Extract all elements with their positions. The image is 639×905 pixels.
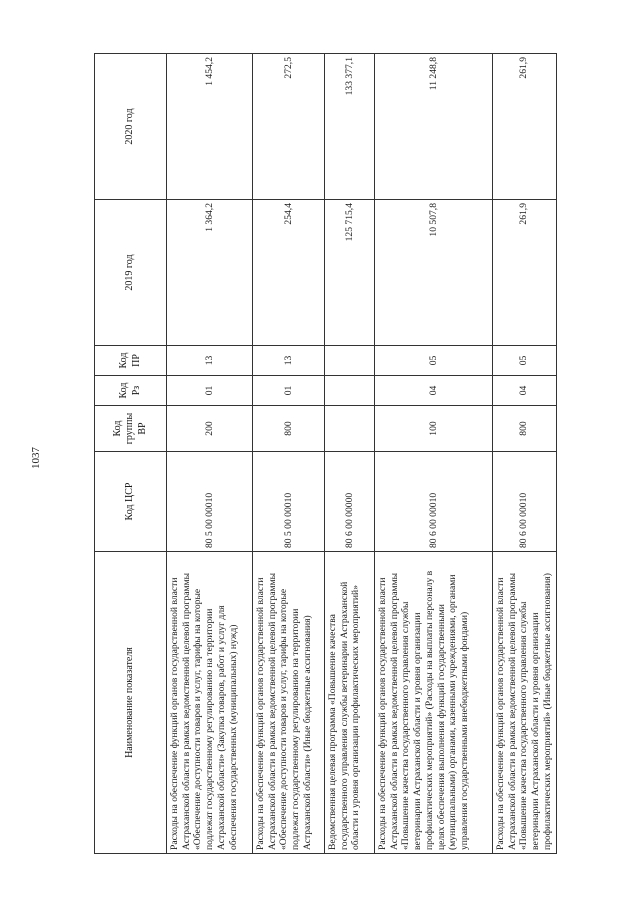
row-2020: 272,5 [253, 54, 325, 200]
row-2019: 10 507,8 [375, 200, 493, 346]
table-header [95, 54, 167, 854]
row-rz: 01 [167, 376, 253, 406]
row-rz: 04 [375, 376, 493, 406]
row-rz: 01 [253, 376, 325, 406]
row-pr: 13 [253, 346, 325, 376]
row-2019: 254,4 [253, 200, 325, 346]
row-csr: 80 6 00 00010 [493, 452, 557, 552]
row-vr: 100 [375, 406, 493, 452]
row-name: Расходы на обеспечение функций органов государственной власти Астраханской области в рамках ведомственной целевой программы «Повышение качества государственного управления службы ветеринарии Астраханской области и уровня организации профилактических мероприятий» (Расходы на выплаты персоналу в целях обеспечения выполнения функций государственными (муниципальными) органами, казенными учреждениями, органами управления государственными внебюджетными фондами) [375, 552, 493, 854]
table-row [253, 54, 325, 854]
row-vr: 800 [253, 406, 325, 452]
row-name: Расходы на обеспечение функций органов государственной власти Астраханской области в рамках ведомственной целевой программы «Повышение качества государственного управления службы ветеринарии Астраханской области и уровня организации профилактических мероприятий» (Иные бюджетные ассигнования) [493, 552, 557, 854]
row-2020: 11 248,8 [375, 54, 493, 200]
row-csr: 80 5 00 00010 [167, 452, 253, 552]
row-rz: 04 [493, 376, 557, 406]
row-pr: 13 [167, 346, 253, 376]
table-row [493, 54, 557, 854]
table-row [325, 54, 375, 854]
header-name: Наименование показателя [95, 552, 167, 854]
row-csr: 80 5 00 00010 [253, 452, 325, 552]
row-2019: 261,9 [493, 200, 557, 346]
row-csr: 80 6 00 00010 [375, 452, 493, 552]
row-2020: 1 454,2 [167, 54, 253, 200]
budget-table-container [94, 54, 554, 854]
row-2019: 1 364,2 [167, 200, 253, 346]
header-vr: Код группы ВР [95, 406, 167, 452]
row-rz [325, 376, 375, 406]
table-body [167, 54, 557, 854]
row-vr [325, 406, 375, 452]
table-row [167, 54, 253, 854]
header-csr: Код ЦСР [95, 452, 167, 552]
table-row [375, 54, 493, 854]
row-vr: 800 [493, 406, 557, 452]
header-rz: Код Рз [95, 376, 167, 406]
row-name: Расходы на обеспечение функций органов государственной власти Астраханской области в рамках ведомственной целевой программы «Обеспечение доступности товаров и услуг, тарифы на которые подлежат государственному регулированию на территории Астраханской области» (Закупка товаров, работ и услуг для обеспечения государственных (муниципальных) нужд) [167, 552, 253, 854]
header-pr: Код ПР [95, 346, 167, 376]
row-name: Расходы на обеспечение функций органов государственной власти Астраханской области в рамках ведомственной целевой программы «Обеспечение доступности товаров и услуг, тарифы на которые подлежат государственному регулированию на территории Астраханской области» (Иные бюджетные ассигнования) [253, 552, 325, 854]
row-pr [325, 346, 375, 376]
header-2019: 2019 год [95, 200, 167, 346]
row-vr: 200 [167, 406, 253, 452]
row-pr: 05 [375, 346, 493, 376]
row-pr: 05 [493, 346, 557, 376]
budget-table [94, 53, 557, 854]
row-2019: 125 715,4 [325, 200, 375, 346]
header-2020: 2020 год [95, 54, 167, 200]
row-2020: 261,9 [493, 54, 557, 200]
page-number: 1037 [30, 447, 42, 469]
row-name: Ведомственная целевая программа «Повышение качества государственного управления службы ветеринарии Астраханской области и уровня организации профилактических мероприятий» [325, 552, 375, 854]
row-csr: 80 6 00 00000 [325, 452, 375, 552]
row-2020: 133 377,1 [325, 54, 375, 200]
